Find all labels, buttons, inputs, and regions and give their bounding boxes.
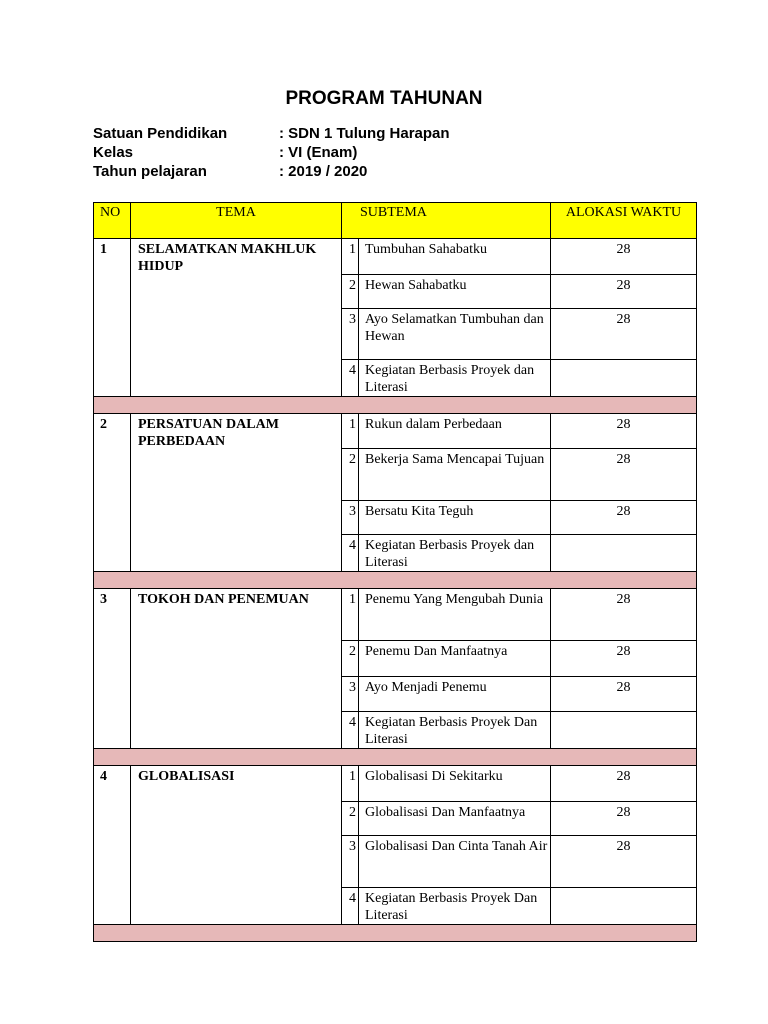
cell-alokasi: 28	[551, 414, 697, 449]
cell-no: 4	[94, 766, 131, 925]
cell-subtema: Penemu Yang Mengubah Dunia	[359, 589, 551, 641]
cell-subtema: Penemu Dan Manfaatnya	[359, 641, 551, 677]
cell-alokasi: 28	[551, 641, 697, 677]
info-value: : 2019 / 2020	[279, 163, 368, 180]
cell-subtema-number: 4	[342, 888, 359, 925]
header-alokasi: ALOKASI WAKTU	[551, 203, 697, 239]
table-header-row	[94, 203, 697, 239]
cell-alokasi: 28	[551, 449, 697, 501]
cell-subtema: Kegiatan Berbasis Proyek dan Literasi	[359, 535, 551, 572]
cell-subtema: Globalisasi Dan Manfaatnya	[359, 802, 551, 836]
cell-subtema-number: 2	[342, 275, 359, 309]
separator-cell	[94, 572, 697, 589]
cell-alokasi: 28	[551, 766, 697, 802]
separator-row	[94, 749, 697, 766]
info-value: : VI (Enam)	[279, 144, 358, 161]
cell-tema: GLOBALISASI	[131, 766, 342, 925]
cell-subtema: Ayo Menjadi Penemu	[359, 677, 551, 712]
cell-subtema-number: 4	[342, 712, 359, 749]
cell-subtema-number: 3	[342, 836, 359, 888]
cell-alokasi: 28	[551, 239, 697, 275]
cell-alokasi: 28	[551, 309, 697, 360]
cell-alokasi	[551, 888, 697, 925]
cell-alokasi: 28	[551, 677, 697, 712]
table-row	[94, 414, 697, 449]
info-row-satuan	[93, 124, 450, 143]
cell-subtema-number: 1	[342, 239, 359, 275]
cell-alokasi: 28	[551, 802, 697, 836]
cell-subtema-number: 1	[342, 766, 359, 802]
cell-tema: PERSATUAN DALAM PERBEDAAN	[131, 414, 342, 572]
cell-alokasi: 28	[551, 589, 697, 641]
cell-subtema: Kegiatan Berbasis Proyek dan Literasi	[359, 360, 551, 397]
separator-row	[94, 572, 697, 589]
cell-no: 2	[94, 414, 131, 572]
cell-subtema-number: 3	[342, 501, 359, 535]
cell-subtema: Kegiatan Berbasis Proyek Dan Literasi	[359, 888, 551, 925]
info-label: Satuan Pendidikan	[93, 125, 228, 142]
cell-subtema-number: 1	[342, 414, 359, 449]
header-tema: TEMA	[131, 203, 342, 239]
separator-cell	[94, 397, 697, 414]
table-row	[94, 239, 697, 275]
cell-subtema-number: 2	[342, 449, 359, 501]
cell-alokasi: 28	[551, 836, 697, 888]
separator-row	[94, 397, 697, 414]
cell-subtema-number: 1	[342, 589, 359, 641]
cell-subtema-number: 3	[342, 677, 359, 712]
header-subtema: SUBTEMA	[342, 203, 551, 239]
cell-no: 1	[94, 239, 131, 397]
cell-subtema: Tumbuhan Sahabatku	[359, 239, 551, 275]
info-label: Kelas	[93, 144, 134, 161]
table-row	[94, 766, 697, 802]
cell-subtema-number: 4	[342, 535, 359, 572]
cell-alokasi	[551, 535, 697, 572]
cell-alokasi: 28	[551, 275, 697, 309]
cell-subtema: Hewan Sahabatku	[359, 275, 551, 309]
cell-alokasi	[551, 712, 697, 749]
cell-tema: SELAMATKAN MAKHLUK HIDUP	[131, 239, 342, 397]
cell-subtema-number: 3	[342, 309, 359, 360]
cell-subtema: Bersatu Kita Teguh	[359, 501, 551, 535]
cell-tema: TOKOH DAN PENEMUAN	[131, 589, 342, 749]
document-info	[93, 124, 450, 181]
table-row	[94, 589, 697, 641]
cell-subtema: Kegiatan Berbasis Proyek Dan Literasi	[359, 712, 551, 749]
cell-alokasi	[551, 360, 697, 397]
separator-cell	[94, 749, 697, 766]
info-label: Tahun pelajaran	[93, 163, 207, 180]
cell-subtema: Globalisasi Dan Cinta Tanah Air	[359, 836, 551, 888]
info-row-tahun	[93, 162, 450, 181]
separator-cell	[94, 925, 697, 942]
cell-subtema: Bekerja Sama Mencapai Tujuan	[359, 449, 551, 501]
header-no: NO	[94, 203, 131, 239]
cell-no: 3	[94, 589, 131, 749]
cell-subtema-number: 4	[342, 360, 359, 397]
cell-subtema-number: 2	[342, 641, 359, 677]
page-title: PROGRAM TAHUNAN	[285, 88, 483, 109]
cell-subtema: Globalisasi Di Sekitarku	[359, 766, 551, 802]
cell-subtema-number: 2	[342, 802, 359, 836]
separator-row	[94, 925, 697, 942]
info-row-kelas	[93, 143, 450, 162]
program-table	[93, 202, 697, 942]
cell-subtema: Ayo Selamatkan Tumbuhan dan Hewan	[359, 309, 551, 360]
cell-subtema: Rukun dalam Perbedaan	[359, 414, 551, 449]
cell-alokasi: 28	[551, 501, 697, 535]
info-value: : SDN 1 Tulung Harapan	[279, 125, 450, 142]
